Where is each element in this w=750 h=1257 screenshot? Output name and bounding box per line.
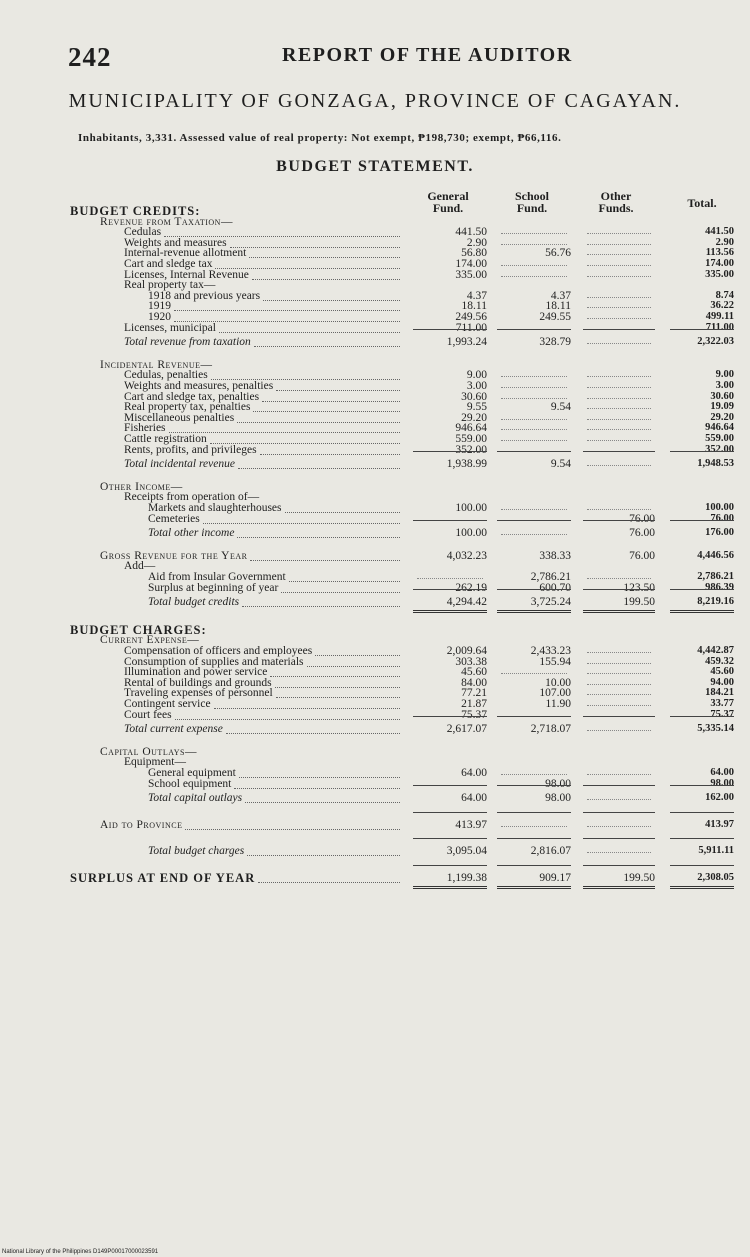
total-value: 33.77 [710, 698, 734, 709]
general-fund-value: 18.11 [461, 300, 487, 313]
general-fund-value: 413.97 [455, 818, 487, 831]
document-title: MUNICIPALITY OF GONZAGA, PROVINCE OF CAGAYAN. [68, 90, 682, 112]
row-label: Licenses, Internal Revenue [124, 268, 249, 281]
column-rule [670, 520, 734, 521]
table-row [0, 709, 750, 721]
dot-leader [245, 802, 400, 803]
double-rule [413, 886, 487, 889]
empty-cell-dash [501, 244, 567, 245]
empty-cell-dash [501, 429, 567, 430]
general-fund-value: 3,095.04 [446, 845, 487, 858]
general-fund-value: 3.00 [466, 380, 487, 392]
general-fund-value: 84.00 [461, 676, 487, 689]
general-fund-value: 21.87 [461, 698, 487, 710]
column-rule [583, 329, 655, 330]
general-fund-value: 2,009.64 [446, 645, 487, 657]
table-row [0, 596, 750, 608]
empty-cell-dash [587, 578, 651, 579]
row-label: Aid to Province [100, 818, 183, 831]
empty-cell-dash [501, 419, 567, 420]
row-label: Capital Outlays— [100, 745, 197, 758]
row-label: Compensation of officers and employees [124, 645, 313, 657]
dot-leader [281, 592, 400, 593]
school-fund-value: 9.54 [550, 401, 571, 414]
column-rule [497, 812, 571, 813]
row-label: Revenue from Taxation— [100, 215, 233, 228]
empty-cell-dash [501, 276, 567, 277]
school-fund-value: 3,725.24 [530, 596, 571, 609]
column-rule [670, 785, 734, 786]
row-label: Markets and slaughterhouses [148, 502, 282, 514]
table-row [0, 819, 750, 831]
general-fund-value: 1,938.99 [446, 458, 487, 471]
column-header-total: Total. [687, 196, 717, 210]
column-rule [670, 812, 734, 813]
dot-leader [203, 523, 400, 524]
column-header-other-funds: Other Funds. [598, 189, 634, 215]
dot-leader [254, 346, 400, 347]
dot-leader [234, 788, 400, 789]
school-fund-value: 2,786.21 [530, 571, 571, 583]
row-label: Total other income [148, 527, 235, 540]
row-label: Consumption of supplies and materials [124, 655, 304, 668]
row-label: Traveling expenses of personnel [124, 687, 273, 700]
school-fund-value: 98.00 [545, 777, 571, 790]
column-rule [413, 716, 487, 717]
row-label: Cart and sledge tax [124, 258, 213, 270]
column-rule [497, 785, 571, 786]
school-fund-value: 11.90 [545, 698, 571, 710]
total-value: 184.21 [705, 687, 734, 699]
table-row [0, 872, 750, 884]
total-value: 75.37 [710, 708, 734, 720]
column-header-general-fund: General Fund. [427, 189, 469, 215]
double-rule [670, 610, 734, 613]
empty-cell-dash [501, 387, 567, 388]
table-row [0, 845, 750, 857]
total-value: 2,786.21 [697, 571, 734, 582]
total-value: 113.56 [705, 247, 734, 259]
school-fund-value: 2,816.07 [530, 845, 571, 858]
row-label: Total budget credits [148, 596, 240, 609]
empty-cell-dash [587, 673, 651, 674]
table-row [0, 336, 750, 348]
row-label: Cattle registration [124, 433, 207, 445]
total-value: 413.97 [705, 818, 734, 830]
dot-leader [247, 855, 400, 856]
double-rule [497, 610, 571, 613]
column-rule [497, 451, 571, 452]
general-fund-value: 100.00 [455, 502, 487, 514]
table-row [0, 444, 750, 456]
statement-title: BUDGET STATEMENT. [276, 158, 474, 175]
total-value: 459.32 [705, 655, 734, 667]
school-fund-value: 10.00 [545, 676, 571, 689]
empty-cell-dash [587, 408, 651, 409]
row-label: Cart and sledge tax, penalties [124, 390, 260, 403]
empty-cell-dash [587, 265, 651, 266]
general-fund-value: 303.38 [455, 655, 487, 668]
row-label: Illumination and power service [124, 666, 268, 679]
general-fund-value: 56.80 [461, 247, 487, 260]
empty-cell-dash [587, 509, 651, 510]
column-rule [583, 785, 655, 786]
row-label: Equipment— [124, 756, 186, 769]
row-label: Aid from Insular Government [148, 571, 286, 583]
empty-cell-dash [501, 534, 567, 535]
general-fund-value: 4,294.42 [446, 596, 487, 609]
empty-cell-dash [587, 684, 651, 685]
empty-cell-dash [587, 705, 651, 706]
total-value: 176.00 [705, 527, 734, 539]
total-value: 4,442.87 [697, 645, 734, 656]
empty-cell-dash [501, 826, 567, 827]
column-rule [413, 451, 487, 452]
double-rule [583, 610, 655, 613]
empty-cell-dash [501, 440, 567, 441]
total-value: 335.00 [705, 268, 734, 280]
total-value: 8,219.16 [697, 596, 734, 608]
column-rule [413, 865, 487, 866]
row-label: Total revenue from taxation [124, 336, 251, 349]
page-number: 242 [68, 42, 112, 72]
other-funds-value: 199.50 [623, 872, 655, 884]
school-fund-value: 4.37 [550, 289, 571, 302]
general-fund-value: 2,617.07 [446, 723, 487, 736]
dot-leader [237, 537, 400, 538]
empty-cell-dash [587, 652, 651, 653]
row-label: Cedulas [124, 226, 162, 239]
school-fund-value: 328.79 [539, 336, 571, 349]
double-rule [497, 886, 571, 889]
total-value: 174.00 [705, 258, 734, 269]
row-label: Internal-revenue allotment [124, 247, 247, 260]
empty-cell-dash [587, 307, 651, 308]
empty-cell-dash [587, 276, 651, 277]
dot-leader [226, 733, 400, 734]
row-label: Total current expense [124, 723, 223, 736]
dot-leader [260, 454, 400, 455]
general-fund-value: 174.00 [455, 258, 487, 270]
total-value: 8.74 [715, 289, 734, 301]
general-fund-value: 559.00 [455, 433, 487, 445]
column-rule [497, 329, 571, 330]
column-rule [497, 520, 571, 521]
empty-cell-dash [501, 398, 567, 399]
row-label: 1920 [148, 311, 171, 323]
row-label: Total budget charges [148, 845, 245, 858]
row-label: Receipts from operation of— [124, 491, 260, 504]
general-fund-value: 77.21 [461, 687, 487, 700]
row-label: Cedulas, penalties [124, 369, 208, 382]
empty-cell-dash [587, 244, 651, 245]
general-fund-value: 2.90 [466, 236, 487, 249]
general-fund-value: 262.19 [455, 581, 487, 594]
empty-cell-dash [417, 578, 483, 579]
row-label: 1918 and previous years [148, 289, 261, 302]
other-funds-value: 123.50 [623, 581, 655, 594]
school-fund-value: 56.76 [545, 247, 571, 260]
empty-cell-dash [587, 398, 651, 399]
column-rule [670, 865, 734, 866]
total-value: 5,335.14 [697, 723, 734, 735]
total-value: 3.00 [715, 380, 734, 391]
column-rule [413, 329, 487, 330]
footer-credit: National Library of the Philippines D149P00017000023591 [2, 1249, 159, 1255]
general-fund-value: 30.60 [461, 390, 487, 403]
total-value: 441.50 [705, 226, 734, 238]
general-fund-value: 64.00 [461, 767, 487, 779]
table-row [0, 582, 750, 594]
school-fund-value: 338.33 [539, 549, 571, 562]
total-value: 76.00 [710, 512, 734, 524]
empty-cell-dash [587, 663, 651, 664]
total-value: 98.00 [710, 777, 734, 789]
row-label: Rental of buildings and grounds [124, 676, 272, 689]
column-rule [583, 838, 655, 839]
empty-cell-dash [587, 465, 651, 466]
row-label: Cemeteries [148, 512, 200, 525]
other-funds-value: 199.50 [623, 596, 655, 609]
row-label: Rents, profits, and privileges [124, 443, 257, 456]
column-rule [413, 838, 487, 839]
other-funds-value: 76.00 [629, 527, 655, 540]
total-value: 2,322.03 [697, 336, 734, 348]
row-label: Real property tax, penalties [124, 401, 251, 414]
empty-cell-dash [587, 233, 651, 234]
column-rule [583, 451, 655, 452]
total-value: 559.00 [705, 433, 734, 444]
total-value: 162.00 [705, 792, 734, 804]
row-label: Other Income— [100, 480, 183, 493]
row-label: Licenses, municipal [124, 321, 216, 334]
total-value: 711.00 [705, 321, 734, 333]
school-fund-value: 600.70 [539, 581, 571, 594]
row-label: Gross Revenue for the Year [100, 549, 248, 562]
school-fund-value: 909.17 [539, 872, 571, 884]
empty-cell-dash [587, 387, 651, 388]
column-rule [497, 589, 571, 590]
running-head: REPORT OF THE AUDITOR [282, 44, 573, 66]
total-value: 1,948.53 [697, 458, 734, 470]
column-header-school-fund: School Fund. [514, 189, 549, 215]
total-value: 30.60 [710, 390, 734, 402]
total-value: 29.20 [710, 411, 734, 423]
row-label: Weights and measures [124, 236, 227, 249]
total-value: 100.00 [705, 502, 734, 513]
school-fund-value: 2,718.07 [530, 723, 571, 736]
row-label: School equipment [148, 777, 232, 790]
row-label: Add— [124, 560, 156, 573]
school-fund-value: 107.00 [539, 687, 571, 700]
empty-cell-dash [501, 376, 567, 377]
row-label: Total capital outlays [148, 792, 243, 805]
dot-leader [219, 332, 400, 333]
double-rule [670, 886, 734, 889]
other-funds-value: 76.00 [629, 512, 655, 525]
school-fund-value: 9.54 [550, 458, 571, 471]
general-fund-value: 335.00 [455, 268, 487, 281]
row-label: Contingent service [124, 698, 211, 710]
double-rule [583, 886, 655, 889]
column-rule [583, 589, 655, 590]
table-row [0, 527, 750, 539]
general-fund-value: 45.60 [461, 666, 487, 679]
column-rule [583, 716, 655, 717]
empty-cell-dash [501, 509, 567, 510]
table-row [0, 513, 750, 525]
dot-leader [242, 606, 400, 607]
empty-cell-dash [501, 233, 567, 234]
general-fund-value: 1,199.38 [446, 872, 487, 884]
general-fund-value: 64.00 [461, 792, 487, 805]
school-fund-value: 18.11 [545, 300, 571, 313]
school-fund-value: 98.00 [545, 792, 571, 805]
empty-cell-dash [587, 440, 651, 441]
total-value: 94.00 [710, 676, 734, 688]
row-label: Real property tax— [124, 279, 216, 292]
column-rule [583, 812, 655, 813]
total-value: 352.00 [705, 443, 734, 455]
total-value: 36.22 [710, 300, 734, 312]
table-row [0, 778, 750, 790]
row-label: Incidental Revenue— [100, 358, 213, 371]
empty-cell-dash [587, 254, 651, 255]
general-fund-value: 249.56 [455, 311, 487, 323]
general-fund-value: 352.00 [455, 443, 487, 456]
empty-cell-dash [587, 297, 651, 298]
empty-cell-dash [501, 673, 567, 674]
empty-cell-dash [501, 774, 567, 775]
total-value: 986.39 [705, 581, 734, 593]
total-value: 19.09 [710, 401, 734, 413]
general-fund-value: 9.00 [466, 369, 487, 382]
other-funds-value: 76.00 [629, 549, 655, 562]
dot-leader [238, 468, 400, 469]
table-row [0, 723, 750, 735]
table-row [0, 458, 750, 470]
total-value: 946.64 [705, 422, 734, 434]
row-label: BUDGET CHARGES: [70, 622, 207, 637]
total-value: 4,446.56 [697, 549, 734, 561]
general-fund-value: 4,032.23 [446, 549, 487, 562]
table-row [0, 792, 750, 804]
column-rule [670, 716, 734, 717]
dot-leader [258, 882, 400, 883]
empty-cell-dash [587, 318, 651, 319]
total-value: 45.60 [710, 666, 734, 678]
general-fund-value: 29.20 [461, 411, 487, 424]
row-label: Current Expense— [100, 634, 200, 647]
row-label: SURPLUS AT END OF YEAR [70, 871, 256, 885]
school-fund-value: 155.94 [539, 655, 571, 668]
empty-cell-dash [587, 852, 651, 853]
total-value: 9.00 [715, 369, 734, 381]
empty-cell-dash [587, 826, 651, 827]
school-fund-value: 249.55 [539, 311, 571, 323]
general-fund-value: 9.55 [466, 401, 487, 414]
column-rule [413, 785, 487, 786]
total-value: 2,308.05 [697, 872, 734, 883]
column-rule [413, 520, 487, 521]
total-value: 499.11 [705, 311, 734, 322]
empty-cell-dash [587, 376, 651, 377]
document-subtitle: Inhabitants, 3,331. Assessed value of real property: Not exempt, ₱198,730; exempt, ₱66,116. [78, 132, 562, 144]
total-value: 2.90 [715, 236, 734, 248]
row-label: 1919 [148, 300, 171, 313]
row-label: Fisheries [124, 422, 166, 435]
empty-cell-dash [587, 343, 651, 344]
general-fund-value: 946.64 [455, 422, 487, 435]
column-rule [413, 812, 487, 813]
empty-cell-dash [587, 694, 651, 695]
school-fund-value: 2,433.23 [530, 645, 571, 657]
row-label: General equipment [148, 767, 236, 779]
general-fund-value: 441.50 [455, 226, 487, 239]
dot-leader [175, 719, 400, 720]
general-fund-value: 100.00 [455, 527, 487, 540]
double-rule [413, 610, 487, 613]
column-rule [497, 838, 571, 839]
row-label: Miscellaneous penalties [124, 411, 235, 424]
empty-cell-dash [587, 429, 651, 430]
general-fund-value: 711.00 [455, 321, 487, 334]
row-label: Weights and measures, penalties [124, 380, 274, 392]
column-rule [583, 865, 655, 866]
empty-cell-dash [587, 419, 651, 420]
column-rule [583, 520, 655, 521]
general-fund-value: 4.37 [466, 289, 487, 302]
empty-cell-dash [501, 265, 567, 266]
dot-leader [185, 829, 400, 830]
column-rule [670, 329, 734, 330]
general-fund-value: 75.37 [461, 708, 487, 721]
column-rule [497, 865, 571, 866]
column-rule [670, 451, 734, 452]
table-row [0, 322, 750, 334]
column-rule [497, 716, 571, 717]
empty-cell-dash [587, 730, 651, 731]
column-rule [670, 589, 734, 590]
general-fund-value: 1,993.24 [446, 336, 487, 349]
empty-cell-dash [587, 774, 651, 775]
empty-cell-dash [587, 799, 651, 800]
row-label: BUDGET CREDITS: [70, 204, 201, 218]
total-value: 5,911.11 [698, 845, 734, 857]
column-rule [670, 838, 734, 839]
row-label: Surplus at beginning of year [148, 581, 279, 594]
total-value: 64.00 [710, 767, 734, 778]
row-label: Total incidental revenue [124, 458, 235, 471]
column-rule [413, 589, 487, 590]
row-label: Court fees [124, 708, 172, 721]
